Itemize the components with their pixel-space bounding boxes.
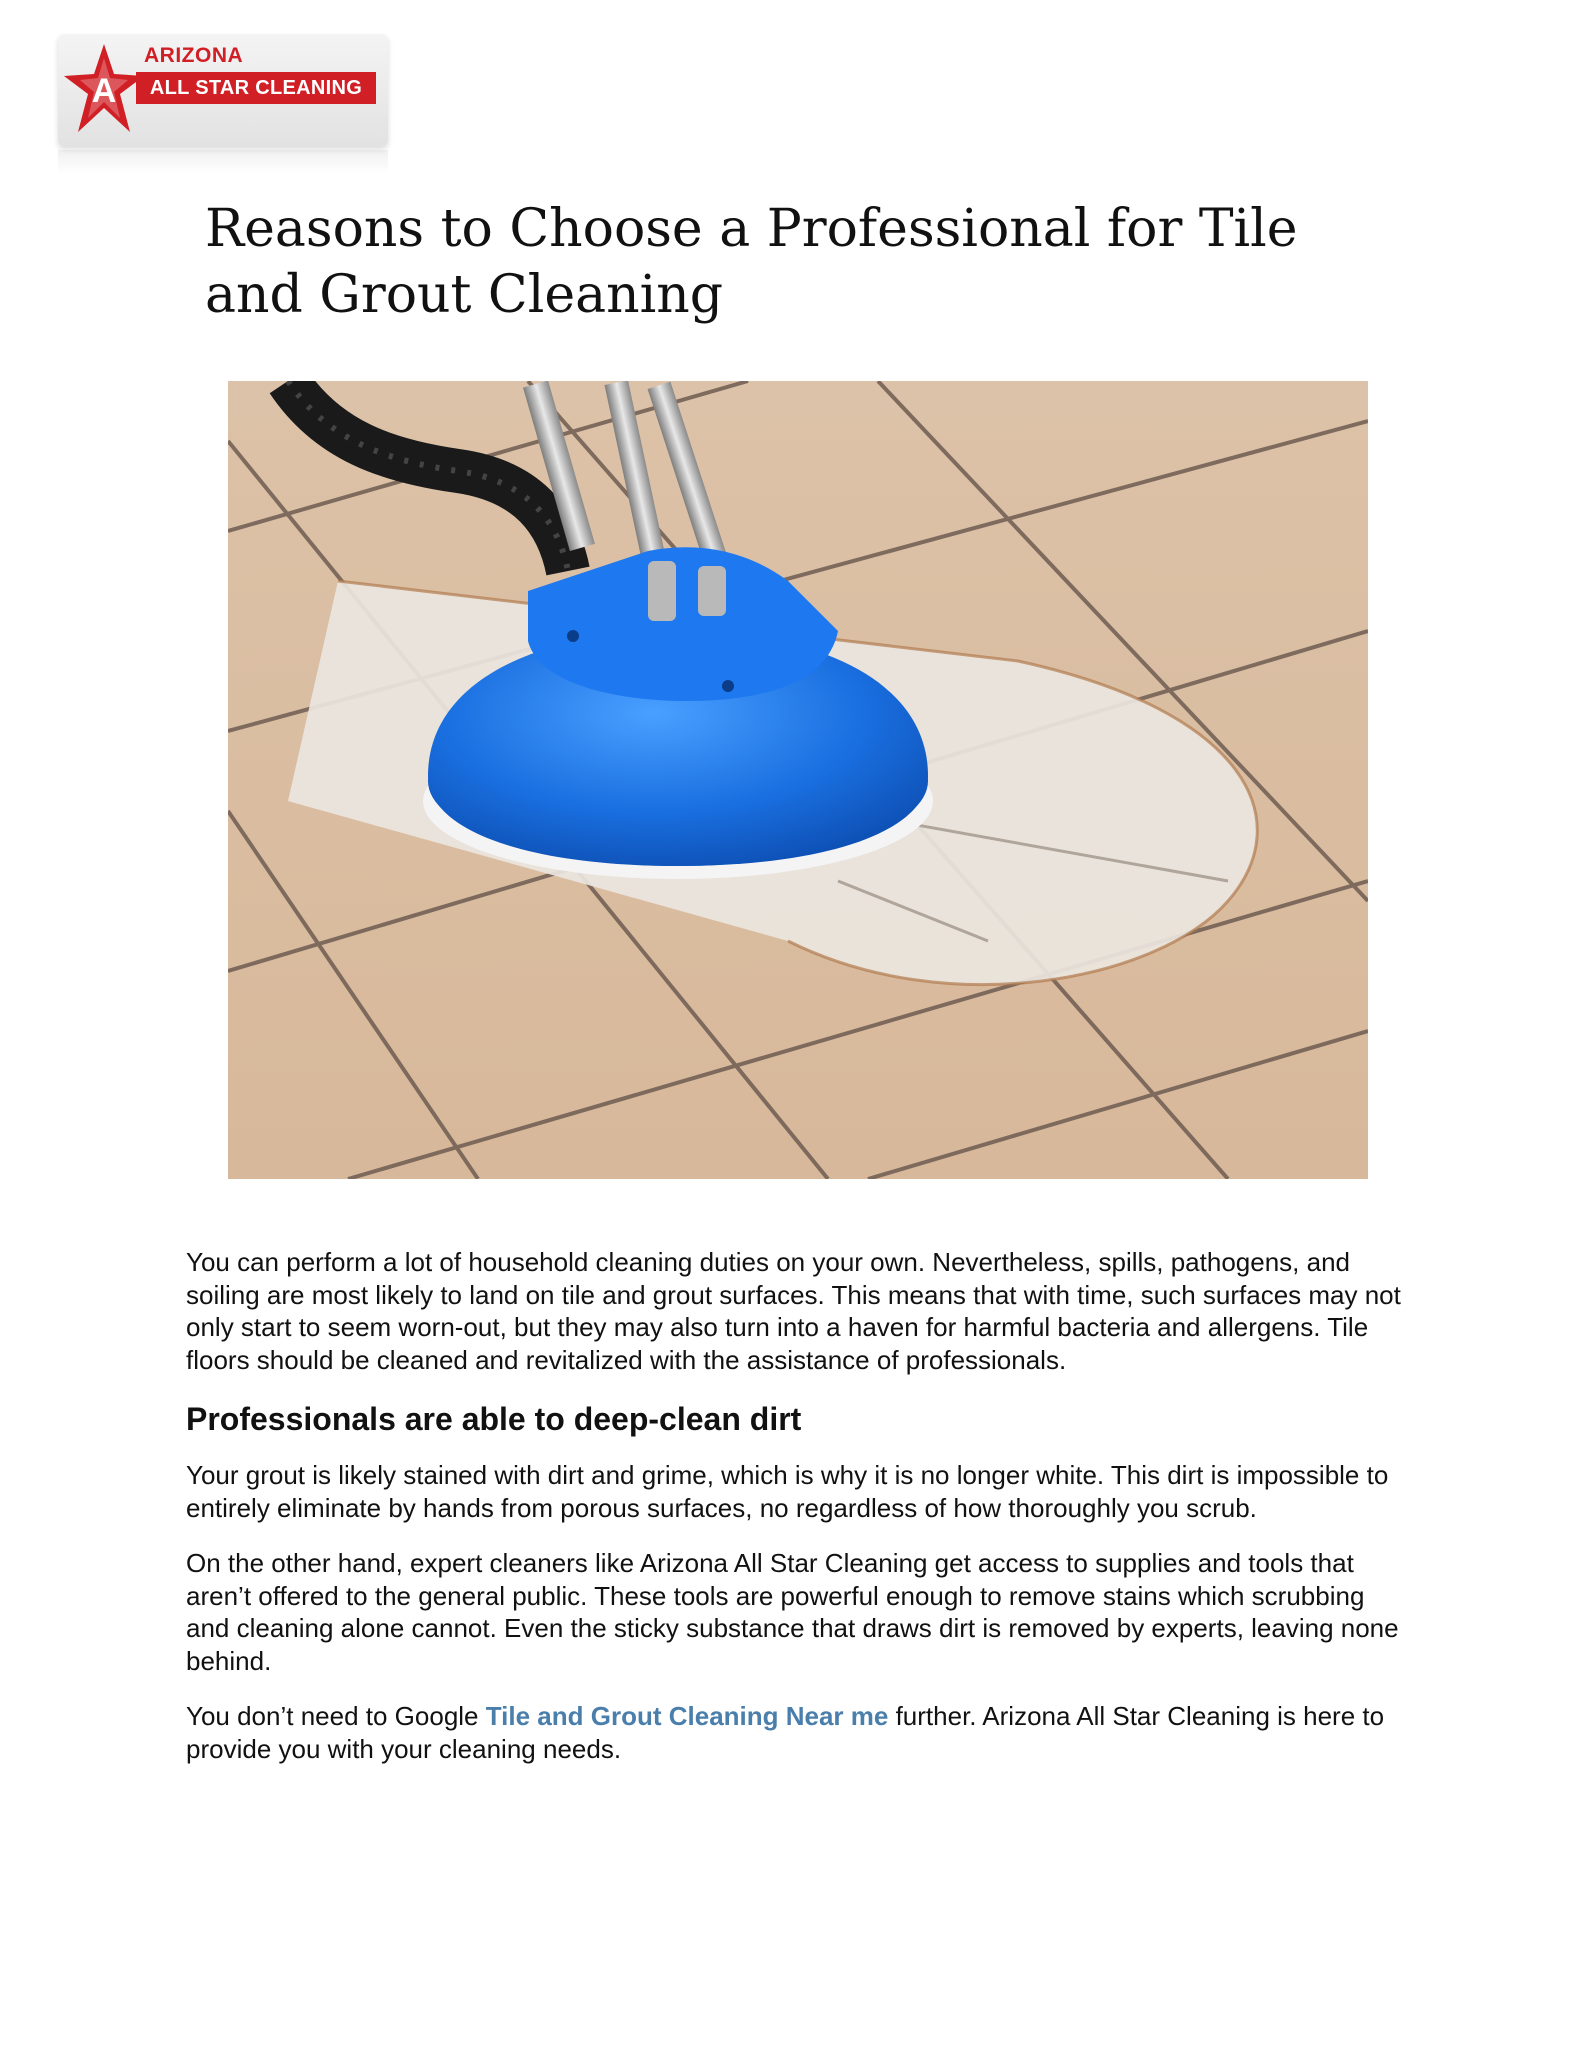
paragraph-3-after: further. Arizona All Star Cleaning is here to provide you with your cleaning needs. xyxy=(186,1701,1385,1764)
tile-grout-cleaning-link[interactable]: Tile and Grout Cleaning Near me xyxy=(485,1701,889,1731)
tile-cleaning-machine-photo-icon xyxy=(228,381,1368,1179)
paragraph-3 xyxy=(186,1700,1406,1765)
intro-paragraph: You can perform a lot of household cleaning duties on your own. Nevertheless, spills, pathogens, and soiling are most likely to land on tile and grout surfaces. This means that with time, such surfaces may not only start to seem worn-out, but they may also turn into a haven for harmful bacteria and allergens. Tile floors should be cleaned and revitalized with the assistance of professionals. xyxy=(186,1247,1401,1375)
section-heading: Professionals are able to deep-clean dirt xyxy=(186,1401,802,1437)
page-title: Reasons to Choose a Professional for Tile and Grout Cleaning xyxy=(205,199,1298,325)
logo-line-1: ARIZONA xyxy=(144,44,244,67)
svg-text:A: A xyxy=(91,72,117,110)
paragraph-3-before: You don’t need to Google xyxy=(186,1701,486,1731)
company-logo xyxy=(58,34,388,146)
paragraph-2: On the other hand, expert cleaners like Arizona All Star Cleaning get access to supplies and tools that aren’t offered to the general public. These tools are powerful enough to remove stains which scrubbing and cleaning alone cannot. Even the sticky substance that draws dirt is removed by experts, leaving none behind. xyxy=(186,1548,1399,1676)
star-a-icon xyxy=(64,40,144,140)
logo-line-2: ALL STAR CLEANING xyxy=(136,72,376,104)
paragraph-1: Your grout is likely stained with dirt and grime, which is why it is no longer white. This dirt is impossible to entirely eliminate by hands from porous surfaces, no regardless of how thoroughly you scrub. xyxy=(186,1460,1389,1523)
logo-reflection xyxy=(58,150,388,174)
tile-cleaning-photo xyxy=(228,381,1368,1179)
article-body xyxy=(186,1246,1406,1788)
